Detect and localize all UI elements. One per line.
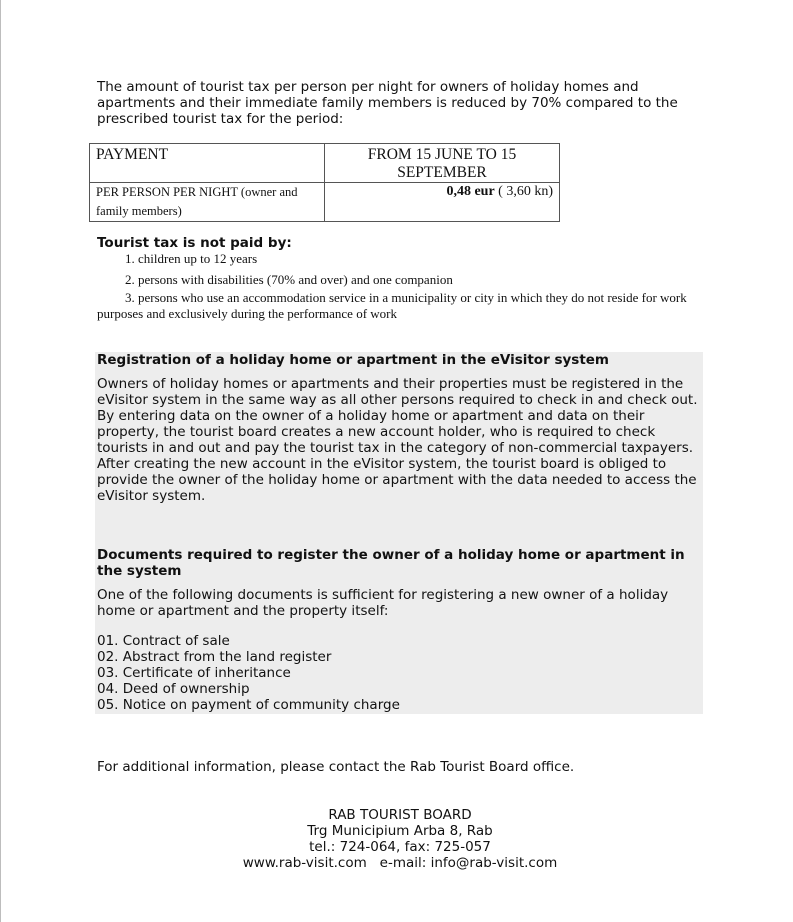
footer-phone: tel.: 724-064, fax: 725-057 — [309, 839, 491, 855]
footer-name: RAB TOURIST BOARD — [328, 807, 472, 823]
table-header-payment: PAYMENT — [90, 144, 325, 183]
footer-contact — [230, 807, 570, 871]
intro-paragraph: The amount of tourist tax per person per night for owners of holiday homes and apartments and their immediate family members is reduced by 70% compared to the prescribed tourist tax for the period: — [97, 79, 678, 127]
list-item: 02. Abstract from the land register — [97, 649, 332, 665]
footer-website: www.rab-visit.com — [242, 855, 367, 871]
not-paid-item: 1. children up to 12 years — [125, 251, 258, 266]
footer-address: Trg Municipium Arba 8, Rab — [307, 823, 493, 839]
list-item: 04. Deed of ownership — [97, 681, 250, 697]
list-item: 05. Notice on payment of community charge — [97, 697, 400, 713]
documents-intro: One of the following documents is sufficient for registering a new owner of a holiday home or apartment and the property itself: — [97, 587, 669, 619]
list-item: 03. Certificate of inheritance — [97, 665, 291, 681]
table-cell-label: PER PERSON PER NIGHT (owner and family members) — [90, 183, 325, 222]
table-row — [90, 183, 560, 222]
list-item: 01. Contract of sale — [97, 633, 230, 649]
registration-body: Owners of holiday homes or apartments and their properties must be registered in the eVisitor system in the same way as all other persons required to check in and check out. By entering data on the owner of a holiday home or apartment and data on their property, the tourist board creates a new account holder, who is required to check tourists in and out and pay the tourist tax in the category of non-commercial taxpayers. After creating the new account in the eVisitor system, the tourist board is obliged to provide the owner of the holiday home or apartment with the data needed to access the eVisitor system. — [97, 376, 698, 504]
documents-list — [97, 633, 400, 713]
tax-amount-eur: 0,48 eur — [446, 184, 495, 199]
tax-amount-kn: ( 3,60 kn) — [494, 184, 553, 199]
additional-info: For additional information, please contact the Rab Tourist Board office. — [97, 759, 575, 775]
not-paid-item: 3. persons who use an accommodation service in a municipality or city in which they do not reside for work purposes and exclusively during the performance of work — [97, 290, 687, 321]
page-left-edge — [0, 0, 1, 922]
table-header-period: FROM 15 JUNE TO 15 SEPTEMBER — [325, 144, 560, 183]
footer-email: e-mail: info@rab-visit.com — [379, 855, 558, 871]
not-paid-title: Tourist tax is not paid by: — [97, 235, 292, 251]
documents-title: Documents required to register the owner of a holiday home or apartment in the system — [97, 547, 685, 579]
footer-web-email — [230, 855, 570, 871]
table-cell-value — [325, 183, 560, 222]
tourist-tax-table — [89, 143, 560, 222]
registration-title: Registration of a holiday home or apartment in the eVisitor system — [97, 352, 609, 368]
not-paid-item: 2. persons with disabilities (70% and over) and one companion — [125, 272, 453, 287]
table-header-row — [90, 144, 560, 183]
